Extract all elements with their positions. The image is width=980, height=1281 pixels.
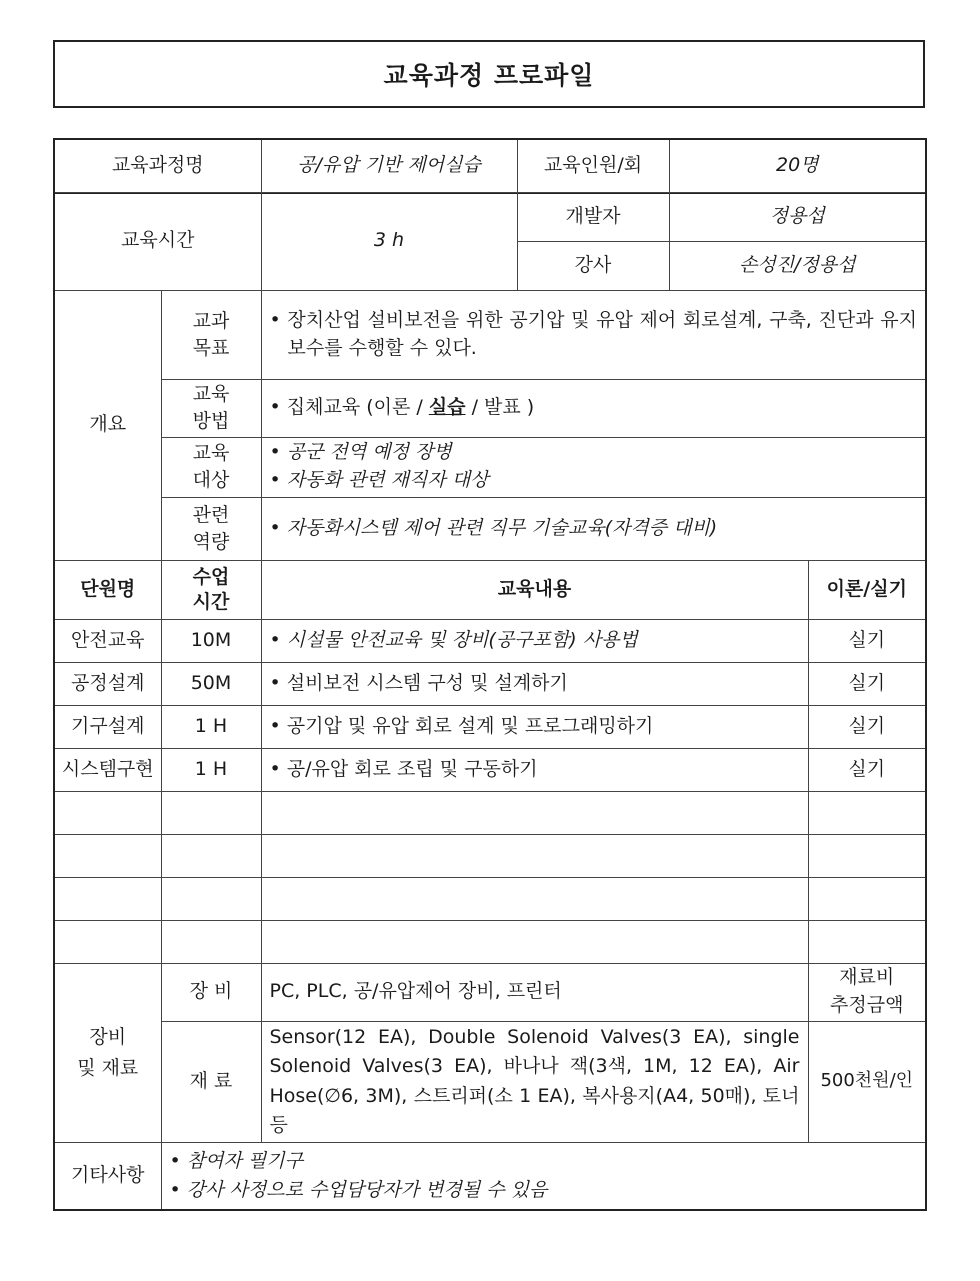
page-title: 교육과정 프로파일 (383, 61, 595, 90)
course-name-value: 공/유압 기반 제어실습 (261, 139, 517, 192)
equip-text: PC, PLC, 공/유압제어 장비, 프린터 (261, 963, 808, 1021)
empty-row (54, 834, 926, 877)
method-text: • 집체교육 (이론 / 실습 / 발표 ) (261, 379, 926, 437)
col-type: 이론/실기 (808, 560, 926, 619)
cost-value: 500천원/인 (808, 1021, 926, 1142)
target-label: 교육 대상 (161, 437, 261, 497)
competency-label: 관련 역량 (161, 497, 261, 560)
goal-text: • 장치산업 설비보전을 위한 공기압 및 유압 제어 회로설계, 구축, 진단과 유지보수를 수행할 수 있다. (261, 290, 926, 379)
empty-row (54, 920, 926, 963)
competency-text: • 자동화시스템 제어 관련 직무 기술교육(자격증 대비) (261, 497, 926, 560)
overview-label: 개요 (54, 290, 161, 560)
equipment-row (54, 963, 926, 1021)
table-row: 시스템구현 1 H • 공/유압 회로 조립 및 구동하기 실기 (54, 748, 926, 791)
course-name-label: 교육과정명 (54, 139, 261, 192)
competency-row (54, 497, 926, 560)
developer-row (54, 192, 926, 241)
empty-row (54, 791, 926, 834)
equipment-label: 장비 및 재료 (54, 963, 161, 1142)
unit-header-row (54, 560, 926, 619)
method-highlight: 실습 (428, 396, 466, 419)
developer-value: 정용섭 (669, 192, 926, 241)
developer-label: 개발자 (517, 192, 669, 241)
hours-value: 3 h (261, 192, 517, 290)
target-text: • 공군 전역 예정 장병 • 자동화 관련 재직자 대상 (261, 437, 926, 497)
method-row (54, 379, 926, 437)
method-label: 교육 방법 (161, 379, 261, 437)
notes-row (54, 1142, 926, 1210)
notes-label: 기타사항 (54, 1142, 161, 1210)
table-row: 기구설계 1 H • 공기압 및 유압 회로 설계 및 프로그래밍하기 실기 (54, 705, 926, 748)
table-row: 안전교육 10M • 시설물 안전교육 및 장비(공구포함) 사용법 실기 (54, 619, 926, 662)
instructor-value: 손성진/정용섭 (669, 241, 926, 290)
material-text: Sensor(12 EA), Double Solenoid Valves(3 EA), single Solenoid Valves(3 EA), 바나나 잭(3색, 1M, 12 EA), Air Hose(∅6, 3M), 스트리퍼(소 1 EA), 복사용지(A4, 50매), 토너 등 (261, 1021, 808, 1142)
table-row: 공정설계 50M • 설비보전 시스템 구성 및 설계하기 실기 (54, 662, 926, 705)
col-unit: 단원명 (54, 560, 161, 619)
col-content: 교육내용 (261, 560, 808, 619)
hours-label: 교육시간 (54, 192, 261, 290)
notes-text: • 참여자 필기구 • 강사 사정으로 수업담당자가 변경될 수 있음 (161, 1142, 926, 1210)
material-label: 재 료 (161, 1021, 261, 1142)
cost-label: 재료비 추정금액 (808, 963, 926, 1021)
capacity-value: 20명 (669, 139, 926, 192)
empty-row (54, 877, 926, 920)
course-name-row (54, 139, 926, 192)
col-time: 수업 시간 (161, 560, 261, 619)
capacity-label: 교육인원/회 (517, 139, 669, 192)
instructor-label: 강사 (517, 241, 669, 290)
title-box (53, 40, 925, 108)
profile-table-body (53, 138, 927, 1211)
equip-label: 장 비 (161, 963, 261, 1021)
material-row (54, 1021, 926, 1142)
goal-row (54, 290, 926, 379)
goal-label: 교과 목표 (161, 290, 261, 379)
target-row (54, 437, 926, 497)
